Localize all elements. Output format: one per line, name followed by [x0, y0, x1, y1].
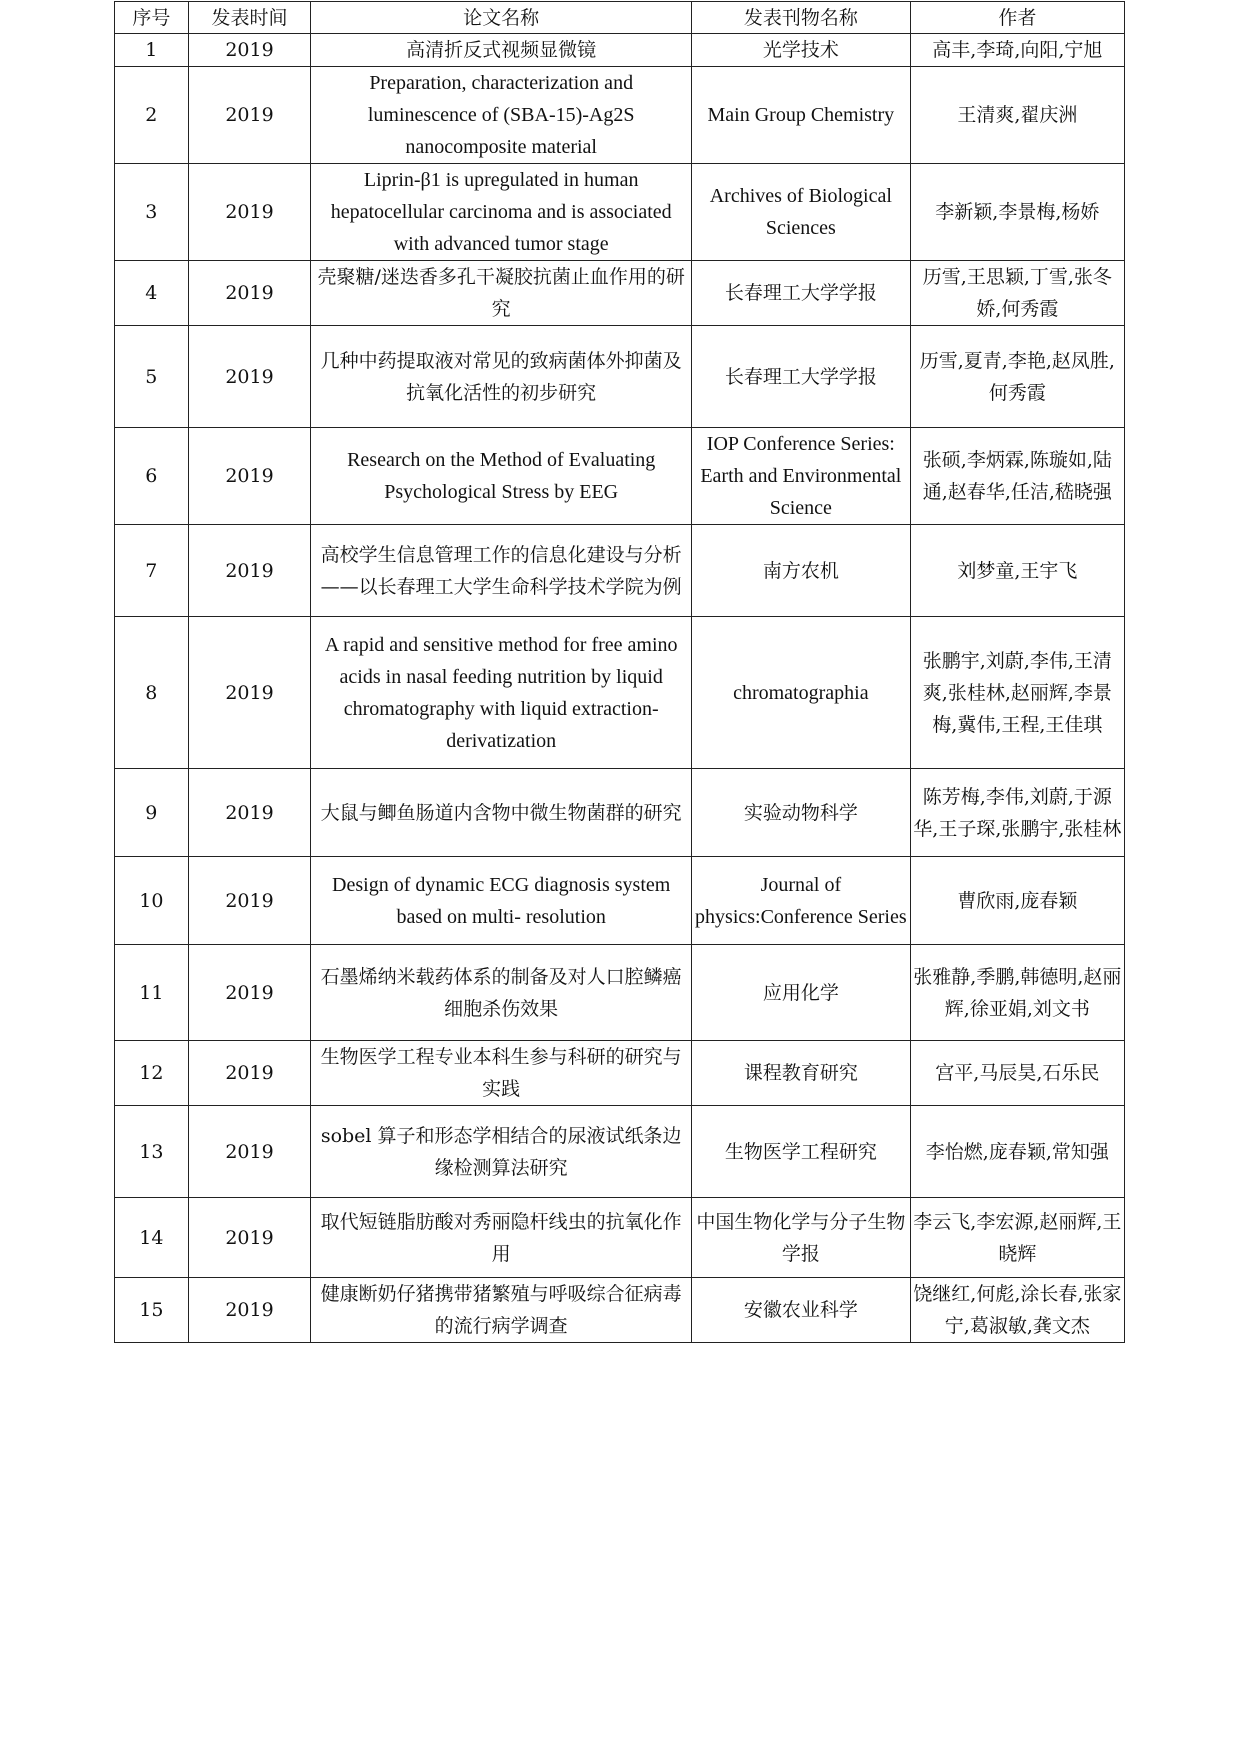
cell-journal-name: Archives of Biological Sciences [691, 164, 910, 261]
table-row [115, 945, 1125, 1041]
cell-authors: 高丰,李琦,向阳,宁旭 [910, 34, 1124, 67]
cell-authors: 张硕,李炳霖,陈璇如,陆通,赵春华,任洁,嵇晓强 [910, 428, 1124, 525]
cell-publish-date: 2019 [188, 67, 311, 164]
table-row [115, 34, 1125, 67]
cell-authors: 王清爽,翟庆洲 [910, 67, 1124, 164]
cell-publish-date: 2019 [188, 1106, 311, 1198]
cell-journal-name: 南方农机 [691, 525, 910, 617]
cell-authors: 历雪,夏青,李艳,赵凤胜,何秀霞 [910, 326, 1124, 428]
cell-authors: 张鹏宇,刘蔚,李伟,王清爽,张桂林,赵丽辉,李景梅,冀伟,王程,王佳琪 [910, 617, 1124, 769]
cell-paper-title: A rapid and sensitive method for free amino acids in nasal feeding nutrition by liquid chromatography with liquid extraction-derivatization [311, 617, 692, 769]
cell-authors: 张雅静,季鹏,韩德明,赵丽辉,徐亚娟,刘文书 [910, 945, 1124, 1041]
cell-paper-title: 生物医学工程专业本科生参与科研的研究与实践 [311, 1041, 692, 1106]
table-row [115, 1106, 1125, 1198]
cell-authors: 宫平,马辰昊,石乐民 [910, 1041, 1124, 1106]
cell-authors: 陈芳梅,李伟,刘蔚,于源华,王子琛,张鹏宇,张桂林 [910, 769, 1124, 857]
cell-index: 7 [115, 525, 189, 617]
cell-paper-title: 大鼠与鲫鱼肠道内含物中微生物菌群的研究 [311, 769, 692, 857]
cell-index: 9 [115, 769, 189, 857]
table-body [115, 34, 1125, 1343]
cell-journal-name: 实验动物科学 [691, 769, 910, 857]
cell-index: 11 [115, 945, 189, 1041]
cell-paper-title: 高校学生信息管理工作的信息化建设与分析——以长春理工大学生命科学技术学院为例 [311, 525, 692, 617]
cell-journal-name: Journal of physics:Conference Series [691, 857, 910, 945]
table-row [115, 1278, 1125, 1343]
cell-journal-name: 中国生物化学与分子生物学报 [691, 1198, 910, 1278]
table-header [115, 2, 1125, 34]
table-row [115, 1041, 1125, 1106]
header-paper-title: 论文名称 [311, 2, 692, 34]
cell-journal-name: IOP Conference Series: Earth and Environmental Science [691, 428, 910, 525]
header-journal-name: 发表刊物名称 [691, 2, 910, 34]
cell-index: 5 [115, 326, 189, 428]
papers-table [114, 1, 1125, 1343]
cell-journal-name: 安徽农业科学 [691, 1278, 910, 1343]
cell-authors: 李怡燃,庞春颖,常知强 [910, 1106, 1124, 1198]
table-row [115, 525, 1125, 617]
table-row [115, 857, 1125, 945]
cell-index: 13 [115, 1106, 189, 1198]
cell-authors: 饶继红,何彪,涂长春,张家宁,葛淑敏,龚文杰 [910, 1278, 1124, 1343]
cell-index: 3 [115, 164, 189, 261]
table-row [115, 769, 1125, 857]
cell-journal-name: Main Group Chemistry [691, 67, 910, 164]
cell-publish-date: 2019 [188, 1198, 311, 1278]
cell-publish-date: 2019 [188, 525, 311, 617]
cell-publish-date: 2019 [188, 1278, 311, 1343]
cell-journal-name: 生物医学工程研究 [691, 1106, 910, 1198]
cell-index: 8 [115, 617, 189, 769]
cell-publish-date: 2019 [188, 769, 311, 857]
cell-paper-title: 石墨烯纳米载药体系的制备及对人口腔鳞癌细胞杀伤效果 [311, 945, 692, 1041]
cell-paper-title: 健康断奶仔猪携带猪繁殖与呼吸综合征病毒的流行病学调查 [311, 1278, 692, 1343]
cell-index: 15 [115, 1278, 189, 1343]
cell-index: 2 [115, 67, 189, 164]
cell-publish-date: 2019 [188, 326, 311, 428]
cell-paper-title: Research on the Method of Evaluating Psychological Stress by EEG [311, 428, 692, 525]
table-row [115, 67, 1125, 164]
cell-journal-name: 应用化学 [691, 945, 910, 1041]
cell-journal-name: 光学技术 [691, 34, 910, 67]
table-row [115, 261, 1125, 326]
header-index: 序号 [115, 2, 189, 34]
cell-index: 12 [115, 1041, 189, 1106]
cell-authors: 历雪,王思颖,丁雪,张冬娇,何秀霞 [910, 261, 1124, 326]
cell-index: 1 [115, 34, 189, 67]
table-row [115, 428, 1125, 525]
cell-publish-date: 2019 [188, 164, 311, 261]
table-row [115, 1198, 1125, 1278]
cell-publish-date: 2019 [188, 428, 311, 525]
cell-paper-title: 高清折反式视频显微镜 [311, 34, 692, 67]
cell-paper-title: Design of dynamic ECG diagnosis system based on multi- resolution [311, 857, 692, 945]
cell-authors: 刘梦童,王宇飞 [910, 525, 1124, 617]
cell-paper-title: 取代短链脂肪酸对秀丽隐杆线虫的抗氧化作用 [311, 1198, 692, 1278]
table-row [115, 326, 1125, 428]
cell-publish-date: 2019 [188, 857, 311, 945]
cell-authors: 李云飞,李宏源,赵丽辉,王晓辉 [910, 1198, 1124, 1278]
cell-authors: 曹欣雨,庞春颖 [910, 857, 1124, 945]
cell-paper-title: Preparation, characterization and luminescence of (SBA-15)-Ag2S nanocomposite material [311, 67, 692, 164]
cell-authors: 李新颖,李景梅,杨娇 [910, 164, 1124, 261]
cell-publish-date: 2019 [188, 261, 311, 326]
cell-journal-name: 长春理工大学学报 [691, 326, 910, 428]
cell-index: 4 [115, 261, 189, 326]
cell-paper-title: 几种中药提取液对常见的致病菌体外抑菌及抗氧化活性的初步研究 [311, 326, 692, 428]
cell-journal-name: 长春理工大学学报 [691, 261, 910, 326]
cell-publish-date: 2019 [188, 34, 311, 67]
table-row [115, 164, 1125, 261]
cell-index: 6 [115, 428, 189, 525]
cell-publish-date: 2019 [188, 617, 311, 769]
cell-index: 14 [115, 1198, 189, 1278]
cell-publish-date: 2019 [188, 1041, 311, 1106]
cell-index: 10 [115, 857, 189, 945]
cell-journal-name: chromatographia [691, 617, 910, 769]
cell-paper-title: Liprin-β1 is upregulated in human hepatocellular carcinoma and is associated with advanced tumor stage [311, 164, 692, 261]
cell-paper-title: 壳聚糖/迷迭香多孔干凝胶抗菌止血作用的研究 [311, 261, 692, 326]
header-authors: 作者 [910, 2, 1124, 34]
cell-journal-name: 课程教育研究 [691, 1041, 910, 1106]
cell-paper-title: sobel 算子和形态学相结合的尿液试纸条边缘检测算法研究 [311, 1106, 692, 1198]
cell-publish-date: 2019 [188, 945, 311, 1041]
header-publish-date: 发表时间 [188, 2, 311, 34]
header-row [115, 2, 1125, 34]
table-row [115, 617, 1125, 769]
